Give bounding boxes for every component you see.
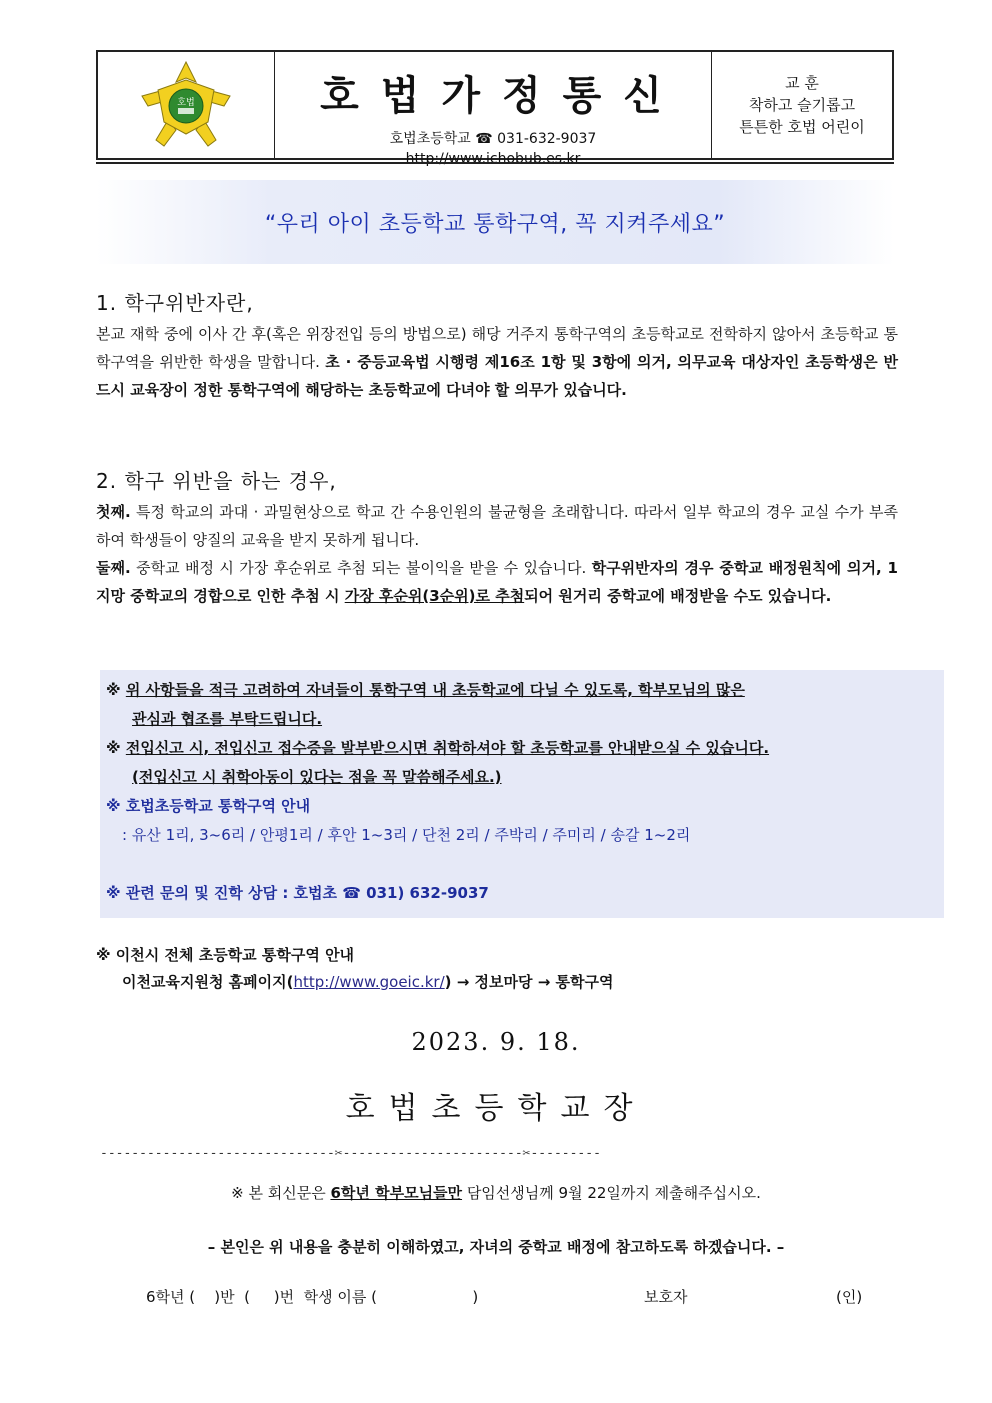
- newsletter-title: 호법가정통신: [320, 73, 684, 119]
- notice-item-1-text: 위 사항들을 적극 고려하여 자녀들이 통학구역 내 초등학교에 다닐 수 있도록, 학부모님의 많은: [125, 681, 745, 699]
- reply-form-seal: (인): [836, 1288, 863, 1306]
- reply-form-guardian[interactable]: 보호자: [644, 1288, 688, 1306]
- icheon-path-suffix: ) → 정보마당 → 통학구역: [444, 973, 614, 991]
- reason-first-label: 첫째.: [96, 503, 131, 521]
- motto-label: 교 훈: [785, 74, 819, 92]
- icheon-path-prefix: 이천교육지원청 홈페이지(: [122, 973, 294, 991]
- reason-second-underlined: 가장 후순위(3순위)로 추첨: [344, 587, 525, 605]
- motto-cell: [712, 52, 892, 158]
- cut-line: ------------------------------✂-----------------------✂---------: [100, 1146, 601, 1161]
- notice-item-1: [106, 676, 936, 705]
- school-district-list: : 유산 1리, 3~6리 / 안평1리 / 후안 1~3리 / 단천 2리 / 주박리 / 주미리 / 송갈 1~2리: [122, 826, 691, 844]
- section-1-text: 본교 재학 중에 이사 간 후(혹은 위장전입 등의 방법으로) 해당 거주지 통학구역의 초등학교로 전학하지 않아서 초등학교 통학구역을 위반한 학생을 말합니다.: [96, 325, 898, 371]
- section-1-body: [96, 320, 898, 404]
- svg-text:호법: 호법: [177, 98, 195, 108]
- notice-item-2: [106, 734, 942, 763]
- motto-line-1: 착하고 슬기롭고: [748, 96, 856, 114]
- reason-second-text: 중학교 배정 시 가장 후순위로 추첨 되는 불이익을 받을 수 있습니다.: [130, 559, 592, 577]
- reason-first: [96, 498, 898, 554]
- newsletter-header: [96, 50, 894, 167]
- reason-second-label: 둘째.: [96, 559, 131, 577]
- notice-item-3: ※ 호법초등학교 통학구역 안내: [106, 797, 311, 815]
- section-1-title: 1. 학구위반자란,: [96, 291, 254, 315]
- reply-form-student[interactable]: 6학년 ( )반 ( )번 학생 이름 ( ): [146, 1288, 479, 1306]
- principal-signature: 호법초등학교장: [345, 1091, 647, 1126]
- reason-second-bold-1: 학구위반자의 경우 중학교 배정원칙에 의거, 1지망 중학교의 경합으로 인한 추첨 시: [96, 559, 898, 605]
- header-title-cell: [275, 52, 712, 167]
- school-emblem-icon: [138, 60, 234, 150]
- school-phone: 호법초등학교 ☎ 031-632-9037: [389, 131, 597, 147]
- section-2-title: 2. 학구 위반을 하는 경우,: [96, 469, 337, 493]
- headline-text: “우리 아이 초등학교 통학구역, 꼭 지켜주세요”: [264, 211, 726, 237]
- notice-item-2-text: 전입신고 시, 전입신고 접수증을 발부받으시면 취학하셔야 할 초등학교를 안내받으실 수 있습니다.: [125, 739, 770, 757]
- reason-first-text: 특정 학교의 과대 · 과밀현상으로 학교 간 수용인원의 불균형을 초래합니다. 따라서 일부 학교의 경우 교실 수가 부족하여 학생들이 양질의 교육을 받지 못하게 됩니다.: [96, 503, 898, 549]
- notice-item-2-cont: (전입신고 시 취학아동이 있다는 점을 꼭 말씀해주세요.): [132, 768, 502, 786]
- reason-second: [96, 554, 898, 610]
- icheon-district-info: [96, 942, 613, 996]
- icheon-info-path: [96, 969, 613, 996]
- reason-second-bold-2: 되어 원거리 중학교에 배정받을 수도 있습니다.: [524, 587, 832, 605]
- contact-info: ※ 관련 문의 및 진학 상담 : 호법초 ☎ 031) 632-9037: [106, 884, 489, 902]
- icheon-info-title: ※ 이천시 전체 초등학교 통학구역 안내: [96, 946, 355, 964]
- notice-item-1-cont: 관심과 협조를 부탁드립니다.: [132, 710, 323, 728]
- school-url[interactable]: http://www.ichobub.es.kr: [405, 151, 581, 167]
- notice-item-2-mark: ※: [106, 739, 121, 757]
- goeic-link[interactable]: http://www.goeic.kr/: [293, 973, 445, 991]
- notice-item-1-mark: ※: [106, 681, 121, 699]
- reply-instruction-post: 담임선생님께 9월 22일까지 제출해주십시오.: [462, 1184, 761, 1202]
- section-2-body: [96, 498, 898, 610]
- school-logo-cell: [98, 52, 275, 158]
- headline-banner: [96, 180, 894, 264]
- reply-confirmation: – 본인은 위 내용을 충분히 이해하였고, 자녀의 중학교 배정에 참고하도록 하겠습니다. –: [207, 1238, 785, 1256]
- section-1-bold-text: 초 · 중등교육법 시행령 제16조 1항 및 3항에 의거, 의무교육 대상자인 초등학생은 반드시 교육장이 정한 통학구역에 해당하는 초등학교에 다녀야 할 의무가 있습니다.: [96, 353, 898, 399]
- notice-box: [100, 670, 944, 918]
- issue-date: 2023. 9. 18.: [411, 1028, 581, 1056]
- reply-target: 6학년 학부모님들만: [330, 1184, 463, 1202]
- motto-line-2: 튼튼한 호법 어린이: [739, 118, 865, 136]
- reply-instruction-pre: ※ 본 회신문은: [231, 1184, 331, 1202]
- reply-instruction: [0, 1182, 992, 1203]
